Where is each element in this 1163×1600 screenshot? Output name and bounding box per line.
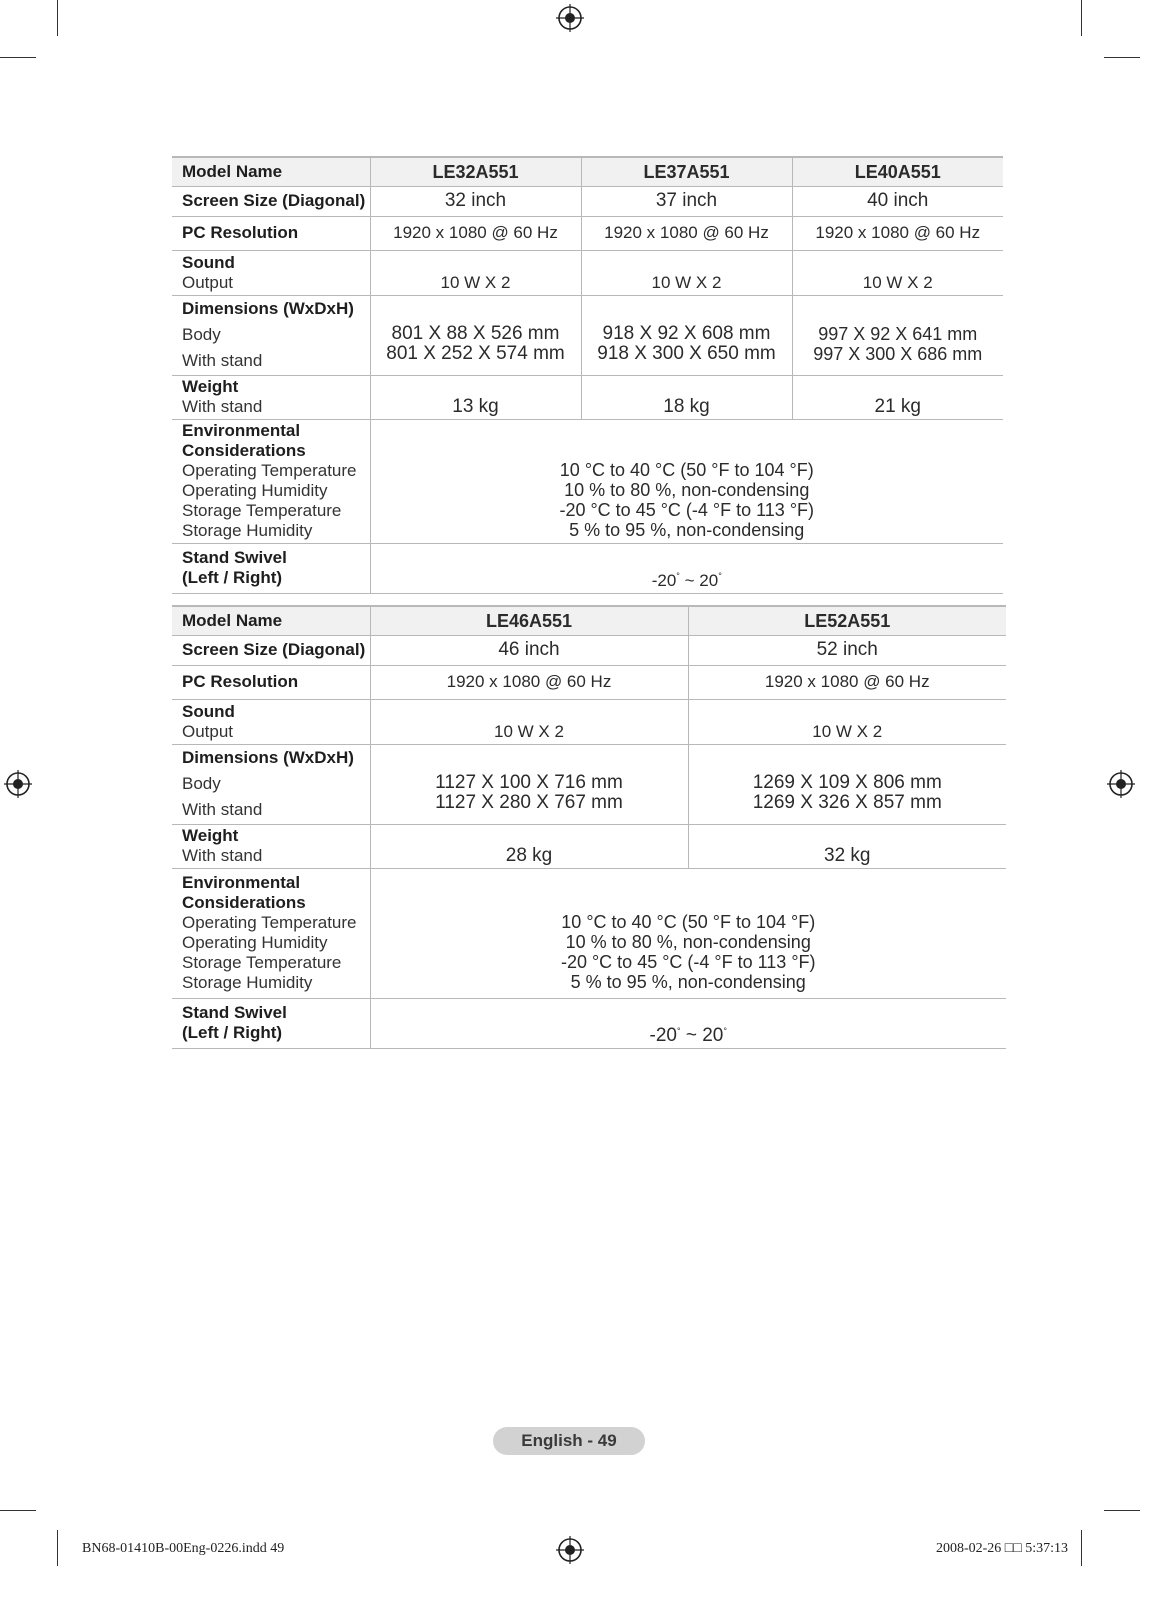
model-name-row (172, 157, 1003, 186)
pc-resolution-label: PC Resolution (172, 216, 370, 250)
weight-row (172, 375, 1003, 419)
sound-output-value: 10 W X 2 (370, 699, 688, 744)
sound-label: Sound (182, 252, 235, 272)
stand-dimension-value: 997 X 300 X 686 mm (813, 344, 983, 364)
stand-swivel-value: -20° ~ 20° (370, 543, 1003, 593)
pc-resolution-value: 1920 x 1080 @ 60 Hz (688, 665, 1006, 699)
left-right-label: (Left / Right) (182, 568, 283, 587)
dimensions-row (172, 744, 1006, 824)
pc-resolution-value: 1920 x 1080 @ 60 Hz (370, 216, 581, 250)
weight-value: 32 kg (688, 824, 1006, 868)
output-label: Output (182, 721, 234, 741)
dimensions-label: Dimensions (WxDxH) (182, 748, 354, 767)
weight-value: 21 kg (792, 375, 1003, 419)
registration-mark-icon (1107, 770, 1135, 798)
model-name: LE52A551 (688, 606, 1006, 635)
operating-humidity-value: 10 % to 80 %, non-condensing (564, 480, 810, 500)
weight-value: 13 kg (370, 375, 581, 419)
screen-size-value: 40 inch (792, 186, 1003, 216)
crop-mark (1104, 57, 1140, 58)
model-name: LE46A551 (370, 606, 688, 635)
sound-label: Sound (182, 701, 235, 721)
stand-swivel-row (172, 543, 1003, 593)
considerations-label: Considerations (182, 441, 306, 460)
registration-mark-icon (556, 1536, 584, 1564)
crop-mark (1081, 1530, 1082, 1566)
environmental-label: Environmental (182, 421, 301, 440)
stand-dimension-value: 1269 X 326 X 857 mm (752, 792, 942, 813)
registration-mark-icon (556, 4, 584, 32)
stand-swivel-row (172, 998, 1006, 1048)
file-slug: BN68-01410B-00Eng-0226.indd 49 (82, 1541, 285, 1556)
crop-mark (1104, 1510, 1140, 1511)
screen-size-value: 52 inch (688, 635, 1006, 665)
body-dimension-value: 997 X 92 X 641 mm (818, 324, 978, 344)
spec-table-1 (172, 156, 1003, 594)
body-dimension-value: 918 X 92 X 608 mm (602, 323, 771, 344)
pc-resolution-value: 1920 x 1080 @ 60 Hz (370, 665, 688, 699)
left-right-label: (Left / Right) (182, 1023, 283, 1042)
weight-label: Weight (182, 377, 239, 396)
screen-size-value: 32 inch (370, 186, 581, 216)
screen-size-value: 46 inch (370, 635, 688, 665)
storage-temperature-label: Storage Temperature (182, 953, 342, 972)
model-name: LE32A551 (370, 157, 581, 186)
pc-resolution-row (172, 216, 1003, 250)
operating-temperature-value: 10 °C to 40 °C (50 °F to 104 °F) (559, 460, 814, 480)
sound-row (172, 250, 1003, 295)
with-stand-label: With stand (182, 397, 263, 416)
operating-humidity-label: Operating Humidity (182, 933, 328, 952)
pc-resolution-value: 1920 x 1080 @ 60 Hz (581, 216, 792, 250)
model-name: LE40A551 (792, 157, 1003, 186)
body-dimension-value: 801 X 88 X 526 mm (391, 323, 560, 344)
stand-swivel-value: -20° ~ 20° (370, 998, 1006, 1048)
screen-size-row (172, 186, 1003, 216)
screen-size-label: Screen Size (Diagonal) (172, 635, 370, 665)
body-dimension-value: 1269 X 109 X 806 mm (752, 772, 942, 793)
timestamp-slug: 2008-02-26 □□ 5:37:13 (935, 1541, 1068, 1556)
operating-humidity-value: 10 % to 80 %, non-condensing (565, 932, 811, 952)
crop-mark (0, 57, 36, 58)
storage-humidity-label: Storage Humidity (182, 521, 313, 540)
weight-row (172, 824, 1006, 868)
stand-swivel-label: Stand Swivel (182, 548, 287, 567)
stand-dimension-value: 918 X 300 X 650 mm (597, 343, 776, 364)
page-number-badge: English - 49 (493, 1427, 645, 1455)
environmental-row (172, 419, 1003, 543)
weight-label: Weight (182, 826, 239, 845)
pc-resolution-row (172, 665, 1006, 699)
body-label: Body (182, 774, 221, 793)
stand-dimension-value: 801 X 252 X 574 mm (386, 343, 565, 364)
with-stand-label: With stand (182, 351, 263, 370)
body-dimension-value: 1127 X 100 X 716 mm (435, 772, 623, 793)
crop-mark (1081, 0, 1082, 36)
screen-size-label: Screen Size (Diagonal) (172, 186, 370, 216)
environmental-row (172, 868, 1006, 998)
body-label: Body (182, 325, 221, 344)
crop-mark (57, 1530, 58, 1566)
sound-row (172, 699, 1006, 744)
model-name-label: Model Name (172, 157, 370, 186)
weight-value: 18 kg (581, 375, 792, 419)
storage-temperature-label: Storage Temperature (182, 501, 342, 520)
crop-mark (57, 0, 58, 36)
model-name-label: Model Name (172, 606, 370, 635)
considerations-label: Considerations (182, 893, 306, 912)
crop-mark (0, 1510, 36, 1511)
pc-resolution-label: PC Resolution (172, 665, 370, 699)
registration-mark-icon (4, 770, 32, 798)
storage-humidity-value: 5 % to 95 %, non-condensing (570, 972, 806, 992)
with-stand-label: With stand (182, 800, 263, 819)
model-name: LE37A551 (581, 157, 792, 186)
output-label: Output (182, 272, 234, 292)
screen-size-row (172, 635, 1006, 665)
storage-temperature-value: -20 °C to 45 °C (-4 °F to 113 °F) (559, 500, 815, 520)
model-name-row (172, 606, 1006, 635)
pc-resolution-value: 1920 x 1080 @ 60 Hz (792, 216, 1003, 250)
sound-output-value: 10 W X 2 (792, 250, 1003, 295)
screen-size-value: 37 inch (581, 186, 792, 216)
operating-humidity-label: Operating Humidity (182, 481, 328, 500)
sound-output-value: 10 W X 2 (581, 250, 792, 295)
operating-temperature-label: Operating Temperature (182, 913, 357, 932)
storage-humidity-value: 5 % to 95 %, non-condensing (569, 520, 805, 540)
dimensions-row (172, 295, 1003, 375)
with-stand-label: With stand (182, 846, 263, 865)
storage-temperature-value: -20 °C to 45 °C (-4 °F to 113 °F) (560, 952, 816, 972)
sound-output-value: 10 W X 2 (370, 250, 581, 295)
stand-swivel-label: Stand Swivel (182, 1003, 287, 1022)
environmental-label: Environmental (182, 873, 301, 892)
operating-temperature-value: 10 °C to 40 °C (50 °F to 104 °F) (561, 912, 816, 932)
stand-dimension-value: 1127 X 280 X 767 mm (435, 792, 623, 813)
weight-value: 28 kg (370, 824, 688, 868)
storage-humidity-label: Storage Humidity (182, 973, 313, 992)
dimensions-label: Dimensions (WxDxH) (182, 299, 354, 318)
operating-temperature-label: Operating Temperature (182, 461, 357, 480)
spec-table-2 (172, 605, 1006, 1049)
sound-output-value: 10 W X 2 (688, 699, 1006, 744)
